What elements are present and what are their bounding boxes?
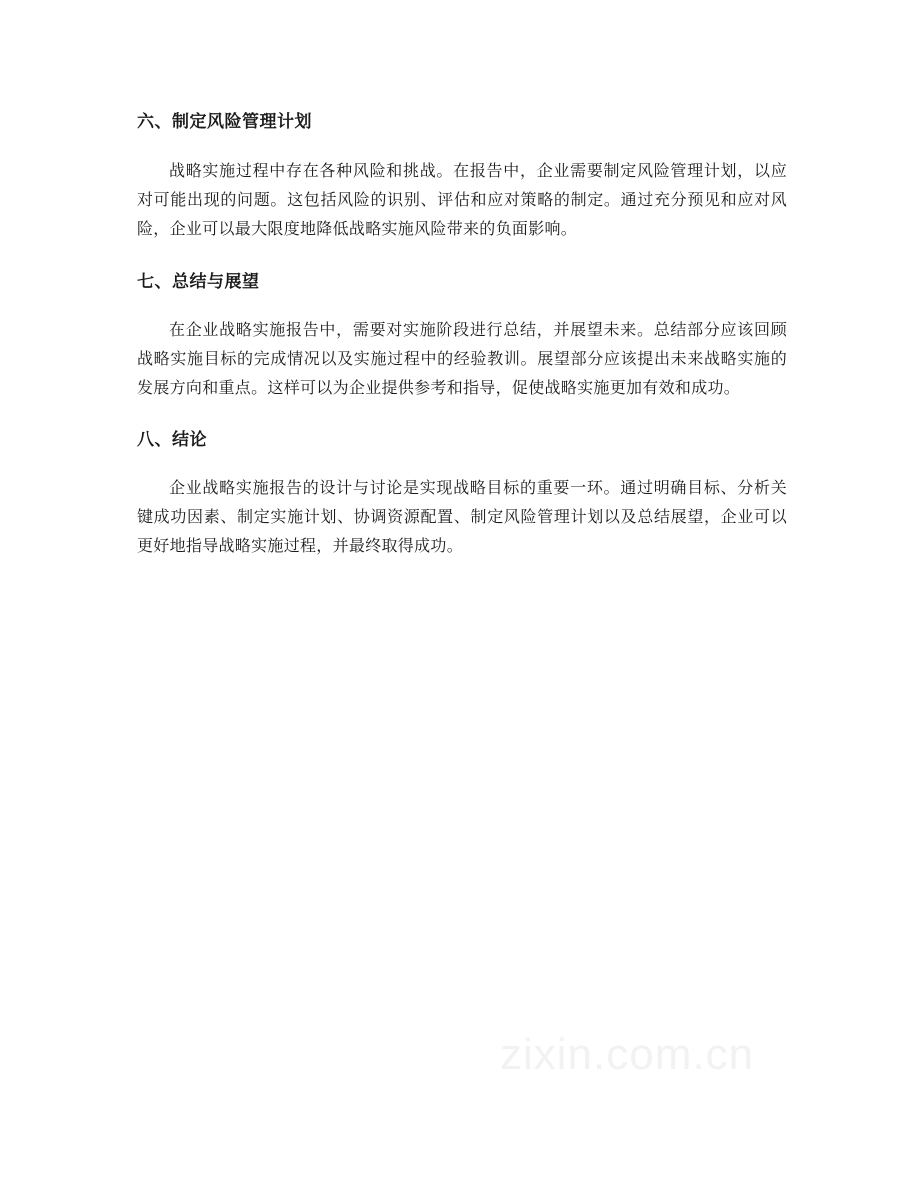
section-heading: 八、结论 bbox=[137, 430, 207, 450]
section-heading: 六、制定风险管理计划 bbox=[137, 112, 312, 132]
watermark: zixin.com.cn bbox=[500, 1030, 755, 1079]
document-body bbox=[137, 108, 787, 560]
section-paragraph: 战略实施过程中存在各种风险和挑战。在报告中，企业需要制定风险管理计划，以应对可能出现的问题。这包括风险的识别、评估和应对策略的制定。通过充分预见和应对风险，企业可以最大限度地降低战略实施风险带来的负面影响。 bbox=[137, 161, 787, 238]
section-paragraph: 在企业战略实施报告中，需要对实施阶段进行总结，并展望未来。总结部分应该回顾战略实施目标的完成情况以及实施过程中的经验教训。展望部分应该提出未来战略实施的发展方向和重点。这样可以为企业提供参考和指导，促使战略实施更加有效和成功。 bbox=[137, 320, 787, 397]
section-conclusion bbox=[137, 426, 787, 560]
section-risk-management bbox=[137, 108, 787, 243]
section-paragraph: 企业战略实施报告的设计与讨论是实现战略目标的重要一环。通过明确目标、分析关键成功因素、制定实施计划、协调资源配置、制定风险管理计划以及总结展望，企业可以更好地指导战略实施过程，并最终取得成功。 bbox=[137, 478, 787, 555]
section-summary-outlook bbox=[137, 268, 787, 402]
section-heading: 七、总结与展望 bbox=[137, 272, 260, 292]
